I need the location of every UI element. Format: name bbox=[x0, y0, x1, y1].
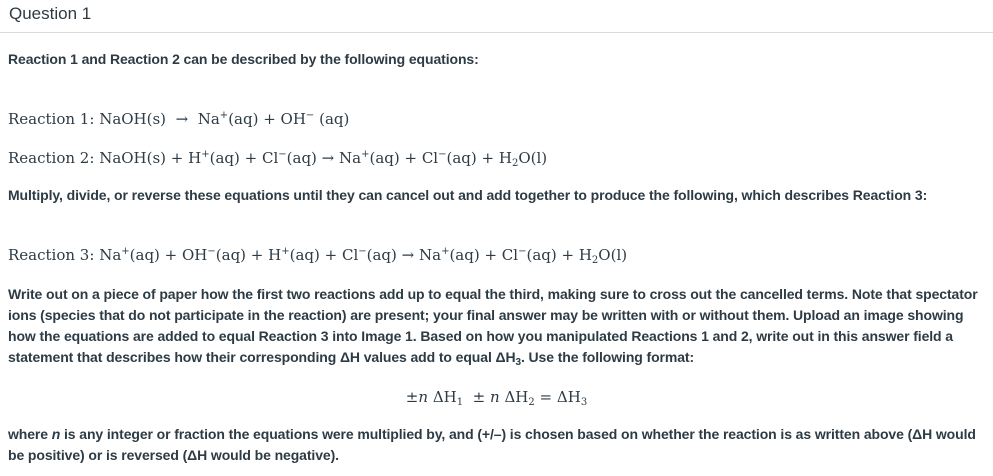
header-divider bbox=[0, 32, 993, 33]
instructions-paragraph: Write out on a piece of paper how the first two reactions add up to equal the third, making sure to cross out the cancelled terms. Note that spectator ions (species that do not participate in the reaction) are present; your final answer may be written with or without them. Upload an image showing how the equations are added to equal Reaction 3 into Image 1. Based on how you manipulated Reactions 1 and 2, write out in this answer field a statement that describes how their corresponding ΔH values add to equal $\Delta H_3$. Use the following format: bbox=[8, 286, 978, 368]
explanation-paragraph: where n is any integer or fraction the equations were multiplied by, and (+/–) is chosen based on whether the reaction is as written above (ΔH would be positive) or is reversed (ΔH would be negative). bbox=[8, 426, 976, 463]
delta-h-format-formula: ±n $\Delta H_1 \pm n$ $\Delta H_2 = \Delta H_3$ bbox=[405, 388, 588, 408]
reaction-1-equation: Reaction 1: NaOH(s) → Na+(aq) + OH− (aq) bbox=[8, 110, 350, 128]
reaction-3-equation: Reaction 3: $Na^+(aq) + OH^-(aq) + H^+(aq) + Cl^-(aq) \to Na^+(aq) + Cl^-(aq) + H_2O(l)$ bbox=[8, 246, 628, 266]
instruction-text: Multiply, divide, or reverse these equations until they can cancel out and add together to produce the following, which describes Reaction 3: bbox=[8, 187, 928, 203]
intro-text: Reaction 1 and Reaction 2 can be described by the following equations: bbox=[8, 51, 479, 67]
question-title: Question 1 bbox=[9, 4, 92, 23]
reaction-2-label: Reaction 2: bbox=[8, 149, 95, 167]
reaction-2-equation: Reaction 2: NaOH(s) + $H^+(aq) + Cl^-(aq) \to Na^+(aq) + Cl^-(aq) + H_2O(l)$ bbox=[8, 149, 548, 169]
reaction-3-label: Reaction 3: bbox=[8, 246, 95, 264]
reaction-1-label: Reaction 1: bbox=[8, 110, 95, 128]
